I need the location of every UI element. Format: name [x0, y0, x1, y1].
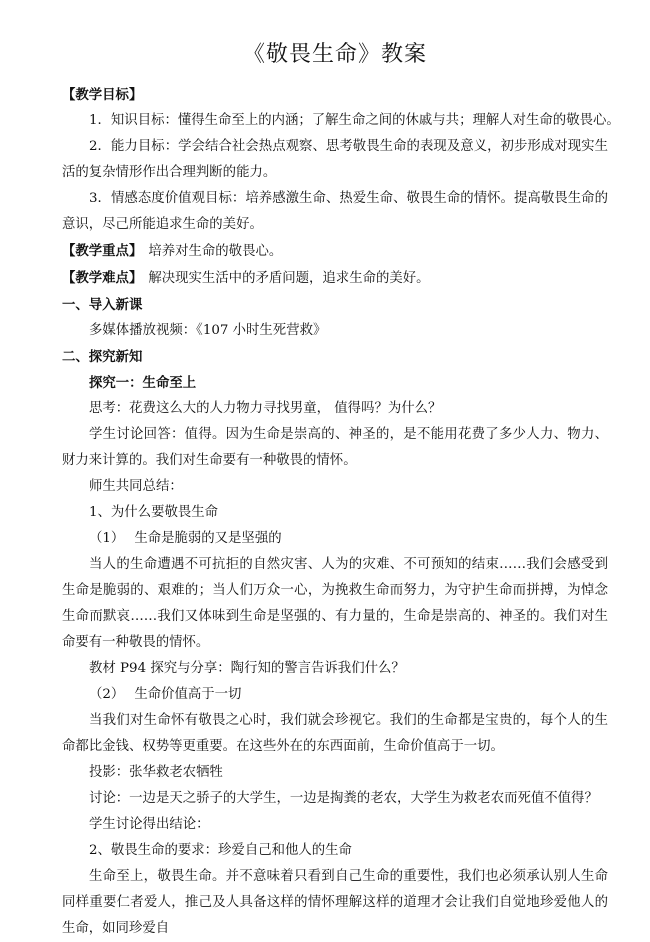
section2-heading: 二、探究新知: [62, 349, 143, 365]
sub-point-1: [62, 526, 608, 552]
paragraph-fragile-strong: 当人的生命遭遇不可抗拒的自然灾害、人为的灾难、不可预知的结束……我们会感受到生命是脆弱的、艰难的；当人们万众一心，为挽救生命而努力，为守护生命而拼搏，为悼念生命而默哀……我们又体味到生命是坚强的、有力量的，生命是崇高的、神圣的。我们对生命要有一种敬畏的情怀。: [62, 557, 608, 650]
point1-heading: 1、为什么要敬畏生命: [89, 505, 219, 520]
textbook-question: 教材 P94 探究与分享：陶行知的警言告诉我们什么？: [89, 661, 405, 676]
goals-heading: 【教学目标】: [62, 87, 143, 103]
think-question: 思考：花费这么大的人力物力寻找男童， 值得吗？为什么？: [89, 401, 442, 416]
sub-point-1-text: 生命是脆弱的又是坚强的: [134, 531, 282, 546]
sub-point-2-number: （2）: [89, 687, 125, 702]
key-point-text: 培养对生命的敬畏心。: [148, 244, 283, 259]
paragraph-cherish-life: 生命至上，敬畏生命。并不意味着只看到自己生命的重要性，我们也必须承认别人生命同样重要仁者爱人，推己及人具备这样的情怀理解这样的道理才会让我们自觉地珍爱他人的生命，如同珍爱自: [62, 869, 608, 936]
section1-body: 多媒体播放视频：《107 小时生死营救》: [89, 323, 327, 338]
difficulty-point: [62, 265, 608, 292]
difficulty-text: 解决现实生活中的矛盾问题，追求生命的美好。: [148, 271, 430, 286]
paragraph-life-value: 当我们对生命怀有敬畏之心时，我们就会珍视它。我们的生命都是宝贵的，每个人的生命都比金钱、权势等更重要。在这些外在的东西面前，生命价值高于一切。: [62, 713, 608, 754]
goal-ability: 2．能力目标：学会结合社会热点观察、思考敬畏生命的表现及意义，初步形成对现实生活的复杂情形作出合理判断的能力。: [62, 139, 608, 180]
discussion-answer: 学生讨论回答：值得。因为生命是崇高的、神圣的，是不能用花费了多少人力、物力、财力来计算的。我们对生命要有一种敬畏的情怀。: [62, 427, 608, 468]
projection-line: 投影：张华救老农牺牲: [89, 765, 223, 780]
summary-intro: 师生共同总结：: [89, 479, 183, 494]
explore1-heading: 探究一：生命至上: [89, 375, 197, 391]
goal-knowledge: 1．知识目标：懂得生命至上的内涵；了解生命之间的休戚与共；理解人对生命的敬畏心。: [89, 113, 620, 128]
debate-line: 讨论：一边是天之骄子的大学生，一边是掏粪的老农，大学生为救老农而死值不值得？: [89, 791, 598, 806]
key-point: [62, 238, 608, 265]
section1-heading: 一、导入新课: [62, 297, 143, 313]
goal-emotion: 3．情感态度价值观目标：培养感激生命、热爱生命、敬畏生命的情怀。提高敬畏生命的意识，尽己所能追求生命的美好。: [62, 191, 608, 232]
document-title: 《敬畏生命》教案: [242, 42, 427, 67]
difficulty-label: 【教学难点】: [62, 270, 143, 286]
key-point-label: 【教学重点】: [62, 243, 143, 259]
point2-heading: 2、敬畏生命的要求：珍爱自己和他人的生命: [89, 843, 352, 858]
sub-point-1-number: （1）: [89, 531, 125, 546]
conclusion-line: 学生讨论得出结论：: [89, 817, 210, 832]
sub-point-2-text: 生命价值高于一切: [134, 687, 242, 702]
sub-point-2: [62, 682, 608, 708]
